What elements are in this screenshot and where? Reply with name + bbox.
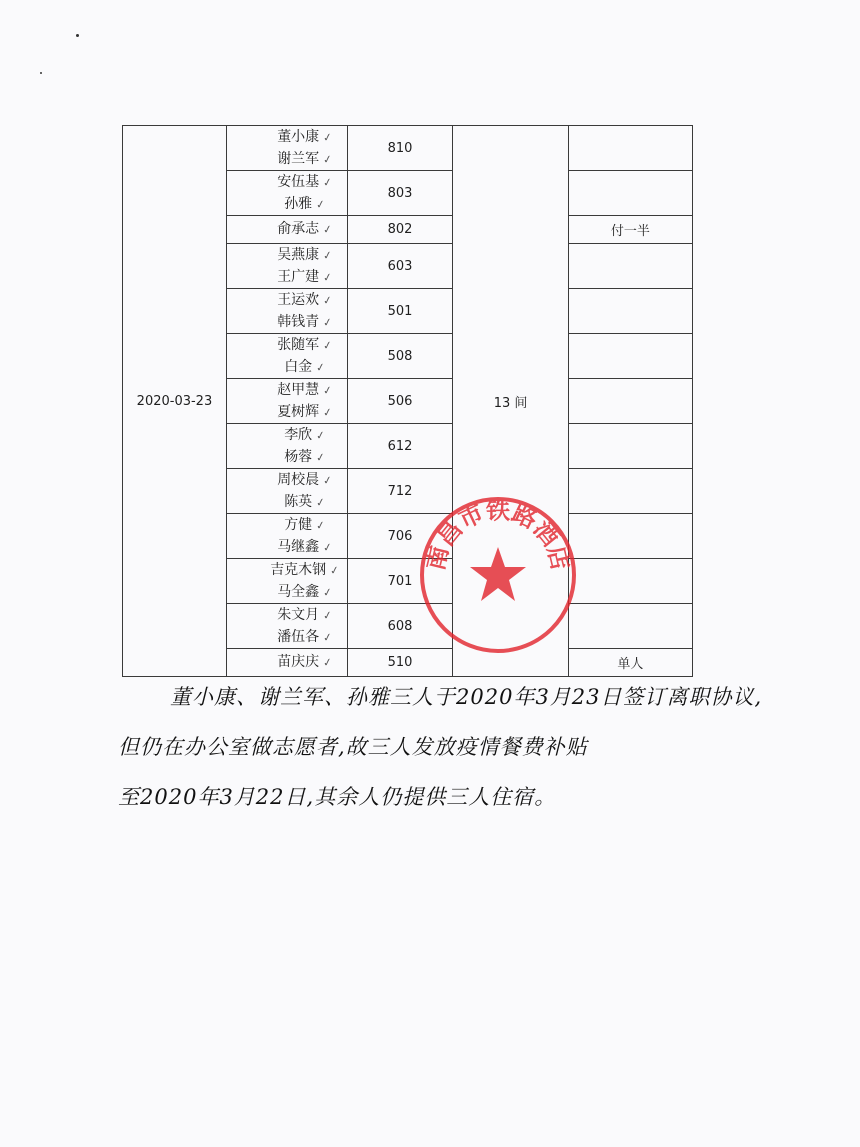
table-row [123, 126, 693, 171]
names-cell [226, 126, 347, 171]
names-cell [226, 334, 347, 379]
names-cell [226, 171, 347, 216]
check-mark-icon: ✓ [322, 655, 334, 670]
remark-cell: 单人 [568, 649, 692, 677]
names-cell [226, 244, 347, 289]
scan-speck [76, 34, 79, 37]
seal-text: 南昌市铁路酒店 [421, 496, 575, 574]
room-number: 603 [347, 244, 453, 289]
guest-name-text: 吴燕康 [277, 247, 320, 263]
guest-name-text: 白金 [284, 359, 313, 375]
check-mark-icon: ✓ [322, 293, 334, 308]
remark-cell [568, 244, 692, 289]
room-number: 508 [347, 334, 453, 379]
guest-name [227, 604, 347, 626]
check-mark-icon: ✓ [322, 152, 334, 167]
check-mark-icon: ✓ [322, 585, 334, 600]
guest-name-text: 韩钱青 [277, 314, 320, 330]
guest-name-text: 陈英 [284, 494, 313, 510]
names-cell [226, 424, 347, 469]
guest-name-text: 马继鑫 [277, 539, 320, 555]
remark-cell [568, 514, 692, 559]
guest-name [227, 266, 347, 288]
guest-name-text: 吉克木钢 [270, 562, 327, 578]
check-mark-icon: ✓ [322, 608, 334, 623]
room-number: 802 [347, 216, 453, 244]
check-mark-icon: ✓ [322, 338, 334, 353]
check-mark-icon: ✓ [322, 405, 334, 420]
remark-cell [568, 171, 692, 216]
guest-name-text: 王广建 [277, 269, 320, 285]
guest-name [227, 216, 347, 243]
guest-name-text: 周校晨 [277, 472, 320, 488]
guest-name-text: 杨蓉 [284, 449, 313, 465]
room-number: 612 [347, 424, 453, 469]
scan-speck [40, 72, 42, 74]
guest-name-text: 朱文月 [277, 607, 320, 623]
check-mark-icon: ✓ [315, 197, 327, 212]
guest-name-text: 苗庆庆 [277, 654, 320, 670]
guest-name [227, 626, 347, 648]
check-mark-icon: ✓ [322, 540, 334, 555]
remark-cell [568, 379, 692, 424]
guest-name [227, 193, 347, 215]
guest-name [227, 126, 347, 148]
names-cell [226, 469, 347, 514]
guest-name [227, 148, 347, 170]
room-number: 712 [347, 469, 453, 514]
guest-name-text: 董小康 [277, 129, 320, 145]
guest-name-text: 谢兰军 [277, 151, 320, 167]
note-line-2: 但仍在办公室做志愿者,故三人发放疫情餐费补贴 [118, 735, 588, 759]
check-mark-icon: ✓ [329, 563, 341, 578]
remark-cell [568, 604, 692, 649]
guest-name-text: 俞承志 [277, 221, 320, 237]
remark-cell [568, 424, 692, 469]
check-mark-icon: ✓ [322, 473, 334, 488]
guest-name [227, 334, 347, 356]
room-number: 506 [347, 379, 453, 424]
remark-cell: 付一半 [568, 216, 692, 244]
guest-name-text: 方健 [284, 517, 313, 533]
guest-name [227, 424, 347, 446]
check-mark-icon: ✓ [322, 630, 334, 645]
room-number: 510 [347, 649, 453, 677]
guest-name [227, 559, 347, 581]
guest-name [227, 581, 347, 603]
names-cell [226, 514, 347, 559]
room-number: 701 [347, 559, 453, 604]
check-mark-icon: ✓ [322, 315, 334, 330]
guest-name [227, 244, 347, 266]
guest-name [227, 536, 347, 558]
names-cell [226, 604, 347, 649]
check-mark-icon: ✓ [315, 360, 327, 375]
note-line-3: 至2020年3月22日,其余人仍提供三人住宿。 [118, 785, 557, 809]
room-number: 501 [347, 289, 453, 334]
note-line-1: 董小康、谢兰军、孙雅三人于2020年3月23日签订离职协议, [170, 685, 763, 709]
check-mark-icon: ✓ [315, 495, 327, 510]
remark-cell [568, 469, 692, 514]
room-count-cell: 13 间 [453, 126, 568, 677]
guest-name-text: 夏树辉 [277, 404, 320, 420]
date-cell: 2020-03-23 [123, 126, 227, 677]
names-cell [226, 559, 347, 604]
guest-name-text: 王运欢 [277, 292, 320, 308]
remark-cell [568, 126, 692, 171]
guest-name-text: 潘伍各 [277, 629, 320, 645]
company-seal [418, 495, 578, 655]
guest-name-text: 马全鑫 [277, 584, 320, 600]
guest-name [227, 446, 347, 468]
check-mark-icon: ✓ [315, 450, 327, 465]
room-number: 608 [347, 604, 453, 649]
check-mark-icon: ✓ [315, 428, 327, 443]
check-mark-icon: ✓ [315, 518, 327, 533]
room-number: 810 [347, 126, 453, 171]
guest-name-text: 张随军 [277, 337, 320, 353]
remark-cell [568, 559, 692, 604]
seal-star [470, 547, 526, 601]
guest-name [227, 311, 347, 333]
check-mark-icon: ✓ [322, 270, 334, 285]
guest-name [227, 379, 347, 401]
guest-name [227, 514, 347, 536]
guest-name [227, 469, 347, 491]
names-cell [226, 379, 347, 424]
remark-cell [568, 289, 692, 334]
check-mark-icon: ✓ [322, 130, 334, 145]
check-mark-icon: ✓ [322, 175, 334, 190]
check-mark-icon: ✓ [322, 222, 334, 237]
accommodation-table [122, 125, 693, 677]
guest-name-text: 赵甲慧 [277, 382, 320, 398]
remark-cell [568, 334, 692, 379]
check-mark-icon: ✓ [322, 383, 334, 398]
names-cell [226, 289, 347, 334]
guest-name-text: 安伍基 [277, 174, 320, 190]
guest-name [227, 491, 347, 513]
check-mark-icon: ✓ [322, 248, 334, 263]
names-cell [226, 216, 347, 244]
guest-name-text: 孙雅 [284, 196, 313, 212]
guest-name-text: 李欣 [284, 427, 313, 443]
guest-name [227, 171, 347, 193]
room-number: 706 [347, 514, 453, 559]
guest-name [227, 401, 347, 423]
guest-name [227, 289, 347, 311]
room-number: 803 [347, 171, 453, 216]
handwritten-note [118, 672, 798, 822]
guest-name [227, 356, 347, 378]
